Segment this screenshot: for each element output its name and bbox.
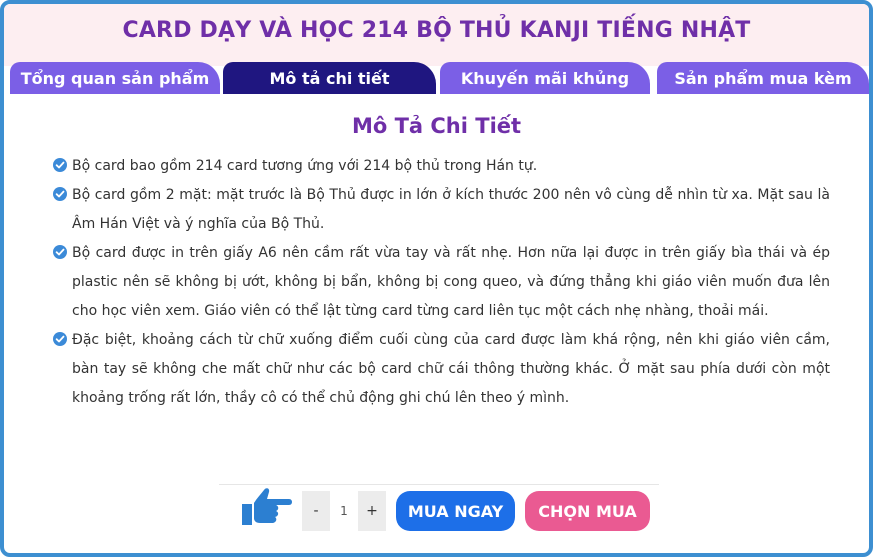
tab-detail[interactable]: Mô tả chi tiết: [223, 62, 436, 94]
buy-now-button[interactable]: MUA NGAY: [396, 491, 515, 531]
list-item: [50, 239, 830, 326]
pointing-hand-icon: [238, 486, 294, 532]
list-item-text: Bộ card gồm 2 mặt: mặt trước là Bộ Thủ được in lớn ở kích thước 200 nên vô cùng dễ nhìn từ xa. Mặt sau là Âm Hán Việt và ý nghĩa của Bộ Thủ.: [72, 187, 830, 232]
check-circle-icon: [53, 332, 67, 346]
list-item: [50, 181, 830, 239]
list-item-text: Đặc biệt, khoảng cách từ chữ xuống điểm cuối cùng của card được làm khá rộng, nên khi giáo viên cầm, bàn tay sẽ không che mất chữ như các bộ card chữ cái thông thường khác. Ở mặt sau phía dưới còn một khoảng trống rất lớn, thầy cô có thể chủ động ghi chú lên theo ý mình.: [72, 332, 830, 406]
header: [4, 4, 869, 66]
list-item: [50, 326, 830, 413]
quantity-stepper: [302, 491, 386, 531]
decrease-button[interactable]: -: [302, 491, 330, 531]
tab-overview[interactable]: Tổng quan sản phẩm: [10, 62, 220, 94]
increase-button[interactable]: +: [358, 491, 386, 531]
tab-bar: [4, 62, 869, 94]
page-title: CARD DẠY VÀ HỌC 214 BỘ THỦ KANJI TIẾNG NHẬT: [122, 18, 751, 43]
choose-button[interactable]: CHỌN MUA: [525, 491, 650, 531]
description-list: [50, 152, 830, 413]
list-item-text: Bộ card bao gồm 214 card tương ứng với 214 bộ thủ trong Hán tự.: [72, 158, 538, 174]
check-circle-icon: [53, 158, 67, 172]
list-item: [50, 152, 830, 181]
section-title: Mô Tả Chi Tiết: [351, 114, 522, 138]
list-item-text: Bộ card được in trên giấy A6 nên cầm rất vừa tay và rất nhẹ. Hơn nữa lại được in trên giấy bìa thái và ép plastic nên sẽ không bị ướt, không bị bẩn, không bị cong queo, và đứng thẳng khi giáo viên muốn đưa lên cho học viên xem. Giáo viên có thể lật từng card từng card liên tục một cách nhẹ nhàng, thoải mái.: [72, 245, 830, 319]
tab-promotion[interactable]: Khuyến mãi khủng: [440, 62, 650, 94]
divider: [219, 484, 659, 485]
check-circle-icon: [53, 245, 67, 259]
tab-bundle[interactable]: Sản phẩm mua kèm: [657, 62, 869, 94]
check-circle-icon: [53, 187, 67, 201]
quantity-input[interactable]: [330, 491, 358, 531]
